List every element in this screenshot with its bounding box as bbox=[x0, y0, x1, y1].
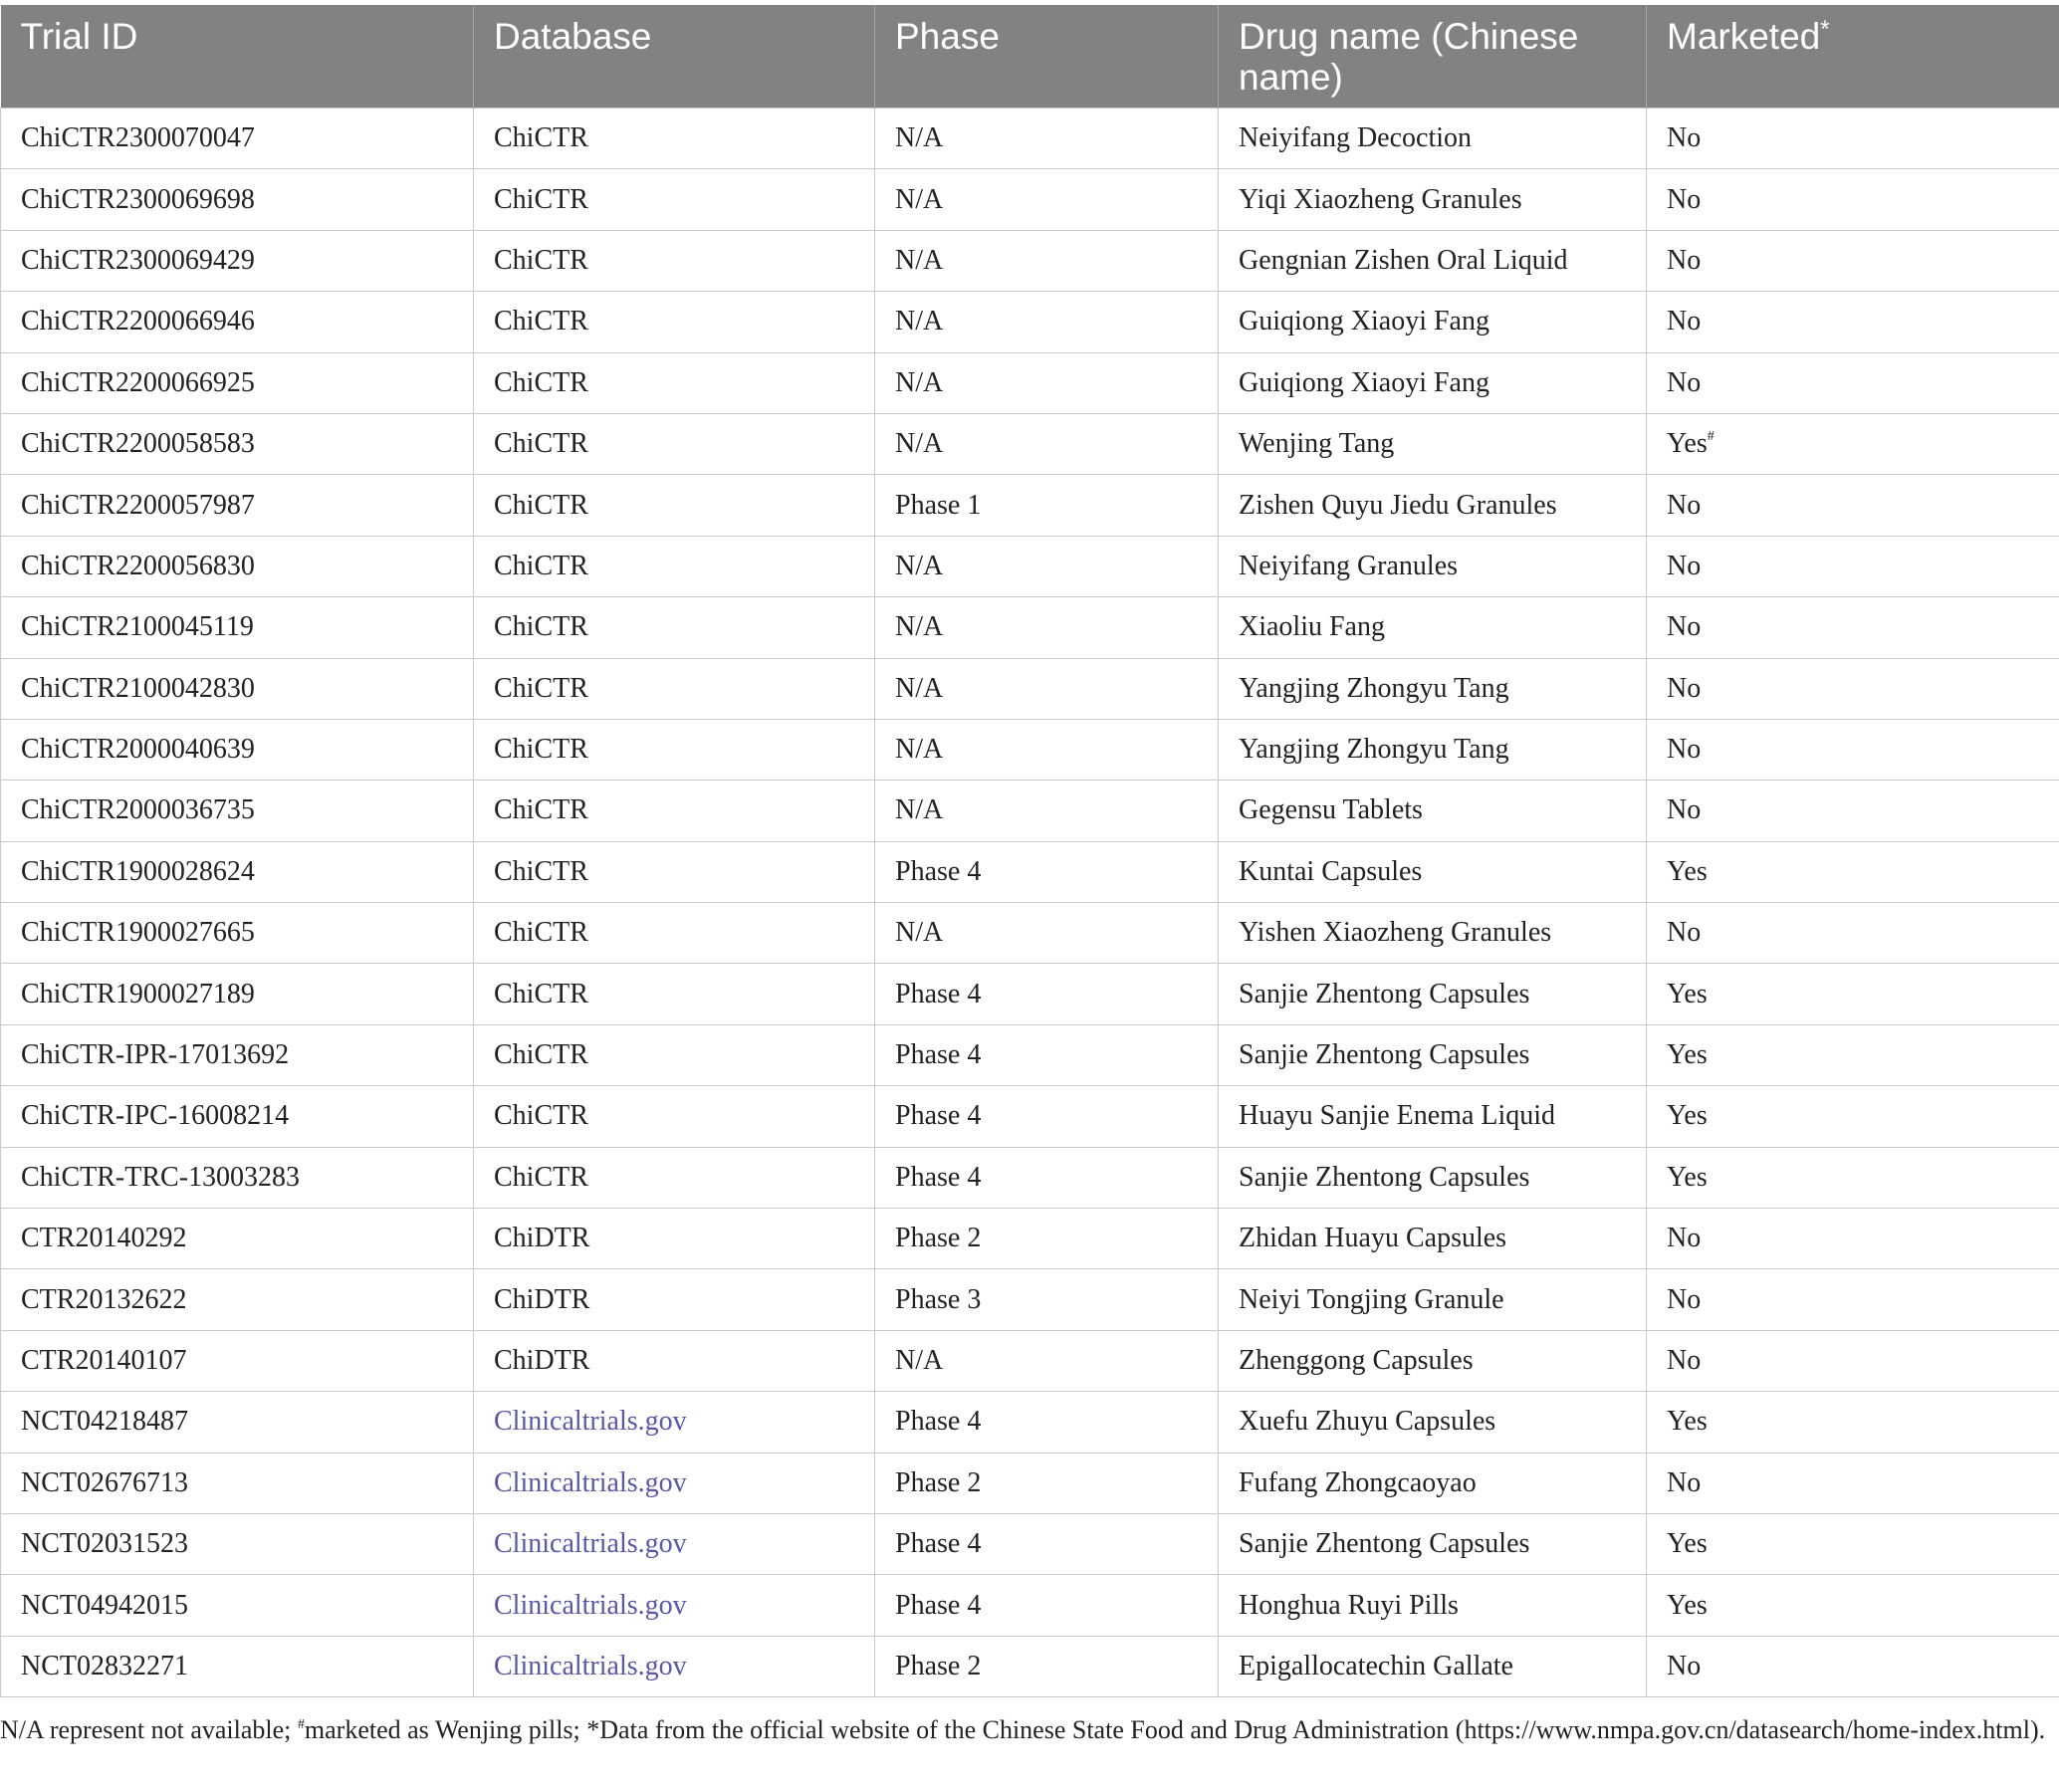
cell-phase: N/A bbox=[875, 230, 1219, 291]
cell-phase: Phase 2 bbox=[875, 1453, 1219, 1513]
cell-database: ChiCTR bbox=[474, 1147, 875, 1208]
table-row bbox=[1, 1575, 2059, 1636]
cell-trial-id: ChiCTR2200066925 bbox=[1, 352, 474, 413]
cell-database: ChiCTR bbox=[474, 292, 875, 352]
cell-trial-id: ChiCTR1900027665 bbox=[1, 903, 474, 964]
table-row bbox=[1, 1024, 2059, 1085]
cell-drug-name: Honghua Ruyi Pills bbox=[1219, 1575, 1647, 1636]
cell-phase: Phase 3 bbox=[875, 1269, 1219, 1330]
cell-drug-name: Kuntai Capsules bbox=[1219, 841, 1647, 902]
cell-database: ChiCTR bbox=[474, 413, 875, 474]
cell-phase: N/A bbox=[875, 352, 1219, 413]
cell-marketed: Yes bbox=[1647, 1147, 2059, 1208]
cell-trial-id: ChiCTR2100042830 bbox=[1, 658, 474, 719]
cell-drug-name: Yangjing Zhongyu Tang bbox=[1219, 719, 1647, 780]
cell-marketed: No bbox=[1647, 1209, 2059, 1269]
cell-drug-name: Neiyifang Decoction bbox=[1219, 109, 1647, 169]
table-footnote bbox=[0, 1712, 2055, 1748]
cell-trial-id: ChiCTR-TRC-13003283 bbox=[1, 1147, 474, 1208]
cell-phase: Phase 4 bbox=[875, 1392, 1219, 1453]
cell-phase: Phase 4 bbox=[875, 1147, 1219, 1208]
cell-trial-id: ChiCTR2000040639 bbox=[1, 719, 474, 780]
table-row bbox=[1, 781, 2059, 841]
cell-drug-name: Sanjie Zhentong Capsules bbox=[1219, 1513, 1647, 1574]
trials-table-container bbox=[0, 5, 2059, 1697]
cell-marketed: No bbox=[1647, 169, 2059, 230]
cell-trial-id: NCT04942015 bbox=[1, 1575, 474, 1636]
footnote-mark: # bbox=[297, 1717, 305, 1732]
cell-marketed: No bbox=[1647, 719, 2059, 780]
cell-database-link[interactable]: Clinicaltrials.gov bbox=[474, 1392, 875, 1453]
cell-marketed: Yes bbox=[1647, 1575, 2059, 1636]
cell-trial-id: ChiCTR2200056830 bbox=[1, 536, 474, 596]
cell-database: ChiDTR bbox=[474, 1269, 875, 1330]
header-trial-id: Trial ID bbox=[1, 5, 474, 109]
table-row bbox=[1, 658, 2059, 719]
cell-trial-id: ChiCTR2200058583 bbox=[1, 413, 474, 474]
cell-phase: N/A bbox=[875, 597, 1219, 658]
table-body bbox=[1, 109, 2059, 1697]
cell-drug-name: Yishen Xiaozheng Granules bbox=[1219, 903, 1647, 964]
cell-phase: N/A bbox=[875, 781, 1219, 841]
cell-database: ChiCTR bbox=[474, 658, 875, 719]
cell-drug-name: Sanjie Zhentong Capsules bbox=[1219, 964, 1647, 1024]
cell-drug-name: Xiaoliu Fang bbox=[1219, 597, 1647, 658]
header-marketed: Marketed* bbox=[1647, 5, 2059, 109]
cell-trial-id: ChiCTR1900028624 bbox=[1, 841, 474, 902]
cell-phase: Phase 4 bbox=[875, 1513, 1219, 1574]
cell-marketed: No bbox=[1647, 903, 2059, 964]
cell-phase: Phase 2 bbox=[875, 1636, 1219, 1696]
cell-database: ChiCTR bbox=[474, 964, 875, 1024]
table-row bbox=[1, 109, 2059, 169]
cell-phase: N/A bbox=[875, 1330, 1219, 1391]
cell-database: ChiCTR bbox=[474, 1086, 875, 1147]
cell-drug-name: Guiqiong Xiaoyi Fang bbox=[1219, 352, 1647, 413]
cell-trial-id: CTR20132622 bbox=[1, 1269, 474, 1330]
cell-phase: Phase 4 bbox=[875, 1086, 1219, 1147]
table-row bbox=[1, 413, 2059, 474]
cell-marketed: No bbox=[1647, 475, 2059, 536]
cell-marketed: Yes bbox=[1647, 1024, 2059, 1085]
table-row bbox=[1, 964, 2059, 1024]
cell-marketed: Yes# bbox=[1647, 413, 2059, 474]
cell-database: ChiCTR bbox=[474, 536, 875, 596]
cell-trial-id: ChiCTR-IPR-17013692 bbox=[1, 1024, 474, 1085]
cell-database: ChiDTR bbox=[474, 1209, 875, 1269]
cell-database-link[interactable]: Clinicaltrials.gov bbox=[474, 1636, 875, 1696]
cell-drug-name: Xuefu Zhuyu Capsules bbox=[1219, 1392, 1647, 1453]
trials-table bbox=[0, 5, 2059, 1697]
cell-drug-name: Epigallocatechin Gallate bbox=[1219, 1636, 1647, 1696]
cell-trial-id: NCT04218487 bbox=[1, 1392, 474, 1453]
cell-drug-name: Gengnian Zishen Oral Liquid bbox=[1219, 230, 1647, 291]
cell-phase: N/A bbox=[875, 903, 1219, 964]
cell-phase: N/A bbox=[875, 109, 1219, 169]
cell-marketed: Yes bbox=[1647, 841, 2059, 902]
table-row bbox=[1, 169, 2059, 230]
cell-phase: N/A bbox=[875, 413, 1219, 474]
cell-marketed: No bbox=[1647, 781, 2059, 841]
table-header bbox=[1, 5, 2059, 109]
header-marketed-mark: * bbox=[1820, 16, 1830, 43]
cell-trial-id: ChiCTR2300069698 bbox=[1, 169, 474, 230]
marketed-footnote-mark: # bbox=[1707, 429, 1715, 445]
table-row bbox=[1, 1453, 2059, 1513]
table-row bbox=[1, 1086, 2059, 1147]
cell-drug-name: Huayu Sanjie Enema Liquid bbox=[1219, 1086, 1647, 1147]
cell-phase: N/A bbox=[875, 292, 1219, 352]
cell-phase: N/A bbox=[875, 536, 1219, 596]
cell-drug-name: Yiqi Xiaozheng Granules bbox=[1219, 169, 1647, 230]
cell-database: ChiCTR bbox=[474, 169, 875, 230]
cell-trial-id: ChiCTR2200066946 bbox=[1, 292, 474, 352]
cell-trial-id: ChiCTR-IPC-16008214 bbox=[1, 1086, 474, 1147]
cell-database: ChiCTR bbox=[474, 352, 875, 413]
cell-drug-name: Zishen Quyu Jiedu Granules bbox=[1219, 475, 1647, 536]
header-row bbox=[1, 5, 2059, 109]
table-row bbox=[1, 1209, 2059, 1269]
cell-database-link[interactable]: Clinicaltrials.gov bbox=[474, 1575, 875, 1636]
cell-drug-name: Fufang Zhongcaoyao bbox=[1219, 1453, 1647, 1513]
cell-database: ChiCTR bbox=[474, 597, 875, 658]
cell-phase: Phase 4 bbox=[875, 1575, 1219, 1636]
cell-drug-name: Yangjing Zhongyu Tang bbox=[1219, 658, 1647, 719]
cell-trial-id: ChiCTR2200057987 bbox=[1, 475, 474, 536]
table-row bbox=[1, 1147, 2059, 1208]
cell-trial-id: ChiCTR2300070047 bbox=[1, 109, 474, 169]
table-row bbox=[1, 1636, 2059, 1696]
cell-database: ChiCTR bbox=[474, 475, 875, 536]
cell-phase: Phase 4 bbox=[875, 1024, 1219, 1085]
cell-database: ChiCTR bbox=[474, 781, 875, 841]
footnote-text-1: N/A represent not available; bbox=[0, 1715, 298, 1744]
cell-marketed: No bbox=[1647, 1269, 2059, 1330]
cell-trial-id: CTR20140292 bbox=[1, 1209, 474, 1269]
cell-marketed: No bbox=[1647, 1330, 2059, 1391]
header-database: Database bbox=[474, 5, 875, 109]
cell-database: ChiCTR bbox=[474, 230, 875, 291]
table-row bbox=[1, 903, 2059, 964]
table-row bbox=[1, 475, 2059, 536]
cell-drug-name: Guiqiong Xiaoyi Fang bbox=[1219, 292, 1647, 352]
cell-trial-id: NCT02832271 bbox=[1, 1636, 474, 1696]
cell-drug-name: Zhenggong Capsules bbox=[1219, 1330, 1647, 1391]
table-row bbox=[1, 230, 2059, 291]
cell-trial-id: ChiCTR2300069429 bbox=[1, 230, 474, 291]
cell-marketed: No bbox=[1647, 292, 2059, 352]
table-row bbox=[1, 1392, 2059, 1453]
cell-trial-id: NCT02031523 bbox=[1, 1513, 474, 1574]
cell-marketed: No bbox=[1647, 658, 2059, 719]
cell-database: ChiCTR bbox=[474, 903, 875, 964]
cell-marketed: No bbox=[1647, 1636, 2059, 1696]
cell-phase: N/A bbox=[875, 719, 1219, 780]
cell-phase: Phase 2 bbox=[875, 1209, 1219, 1269]
cell-drug-name: Zhidan Huayu Capsules bbox=[1219, 1209, 1647, 1269]
cell-drug-name: Gegensu Tablets bbox=[1219, 781, 1647, 841]
cell-trial-id: ChiCTR2000036735 bbox=[1, 781, 474, 841]
table-row bbox=[1, 292, 2059, 352]
cell-phase: N/A bbox=[875, 658, 1219, 719]
cell-marketed: No bbox=[1647, 536, 2059, 596]
cell-marketed: Yes bbox=[1647, 1513, 2059, 1574]
table-row bbox=[1, 841, 2059, 902]
cell-phase: Phase 4 bbox=[875, 841, 1219, 902]
cell-database: ChiDTR bbox=[474, 1330, 875, 1391]
table-row bbox=[1, 1330, 2059, 1391]
cell-database: ChiCTR bbox=[474, 1024, 875, 1085]
cell-trial-id: ChiCTR1900027189 bbox=[1, 964, 474, 1024]
cell-phase: N/A bbox=[875, 169, 1219, 230]
cell-marketed: Yes bbox=[1647, 964, 2059, 1024]
cell-marketed: No bbox=[1647, 1453, 2059, 1513]
table-row bbox=[1, 352, 2059, 413]
cell-marketed: Yes bbox=[1647, 1392, 2059, 1453]
cell-database-link[interactable]: Clinicaltrials.gov bbox=[474, 1453, 875, 1513]
cell-drug-name: Sanjie Zhentong Capsules bbox=[1219, 1024, 1647, 1085]
cell-drug-name: Sanjie Zhentong Capsules bbox=[1219, 1147, 1647, 1208]
cell-marketed: Yes bbox=[1647, 1086, 2059, 1147]
cell-marketed: No bbox=[1647, 352, 2059, 413]
cell-phase: Phase 4 bbox=[875, 964, 1219, 1024]
cell-trial-id: CTR20140107 bbox=[1, 1330, 474, 1391]
table-row bbox=[1, 597, 2059, 658]
cell-drug-name: Neiyi Tongjing Granule bbox=[1219, 1269, 1647, 1330]
cell-phase: Phase 1 bbox=[875, 475, 1219, 536]
header-phase: Phase bbox=[875, 5, 1219, 109]
cell-drug-name: Neiyifang Granules bbox=[1219, 536, 1647, 596]
cell-trial-id: ChiCTR2100045119 bbox=[1, 597, 474, 658]
cell-marketed: No bbox=[1647, 230, 2059, 291]
cell-marketed: No bbox=[1647, 597, 2059, 658]
footnote-text-2: marketed as Wenjing pills; *Data from the official website of the Chinese State Food and Drug Administration (https://www.nmpa.gov.cn/datasearch/home-index.html). bbox=[304, 1715, 2046, 1744]
cell-database: ChiCTR bbox=[474, 841, 875, 902]
cell-drug-name: Wenjing Tang bbox=[1219, 413, 1647, 474]
cell-marketed: No bbox=[1647, 109, 2059, 169]
cell-database: ChiCTR bbox=[474, 109, 875, 169]
table-row bbox=[1, 536, 2059, 596]
table-row bbox=[1, 1513, 2059, 1574]
cell-database-link[interactable]: Clinicaltrials.gov bbox=[474, 1513, 875, 1574]
header-drug-name: Drug name (Chinese name) bbox=[1219, 5, 1647, 109]
table-row bbox=[1, 719, 2059, 780]
table-row bbox=[1, 1269, 2059, 1330]
cell-trial-id: NCT02676713 bbox=[1, 1453, 474, 1513]
cell-database: ChiCTR bbox=[474, 719, 875, 780]
